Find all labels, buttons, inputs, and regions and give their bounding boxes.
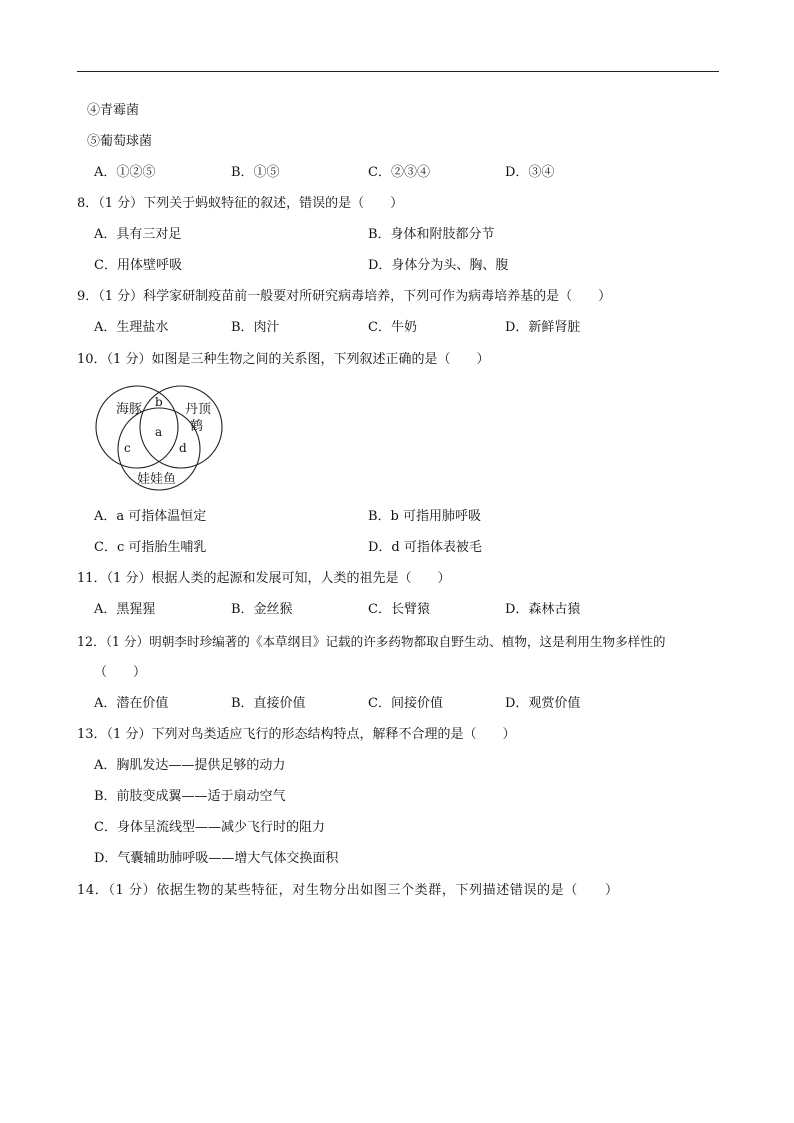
q13-stem: 13．（1 分）下列对鸟类适应飞行的形态结构特点，解释不合理的是（ ） [77, 727, 516, 742]
q9-option-d: D．新鲜肾脏 [505, 320, 581, 335]
q13-option-c: C．身体呈流线型——减少飞行时的阻力 [94, 820, 325, 835]
venn-circle-crane [140, 386, 222, 468]
q11-option-a: A．黑猩猩 [94, 602, 156, 617]
q7-item-4: ④青霉菌 [87, 103, 140, 118]
q7-option-a: A．①②⑤ [94, 165, 156, 180]
header-rule [77, 71, 719, 72]
q9-option-b: B．肉汁 [231, 320, 280, 335]
q9-option-a: A．生理盐水 [94, 320, 169, 335]
venn-circle-dolphin [96, 386, 178, 468]
q13-option-b: B．前肢变成翼——适于扇动空气 [94, 789, 286, 804]
venn-region-c: c [124, 441, 131, 455]
q12-stem-line1: 12．（1 分）明朝李时珍编著的《本草纲目》记载的许多药物都取自野生动、植物，这是利用生物多样性的 [77, 634, 666, 649]
venn-diagram [92, 380, 226, 492]
q13-option-d: D．气囊辅助肺呼吸——增大气体交换面积 [94, 851, 339, 866]
venn-region-d: d [179, 441, 187, 455]
q12-option-d: D．观赏价值 [505, 696, 581, 711]
q10-option-a: A．a 可指体温恒定 [94, 509, 207, 524]
venn-label-salamander: 娃娃鱼 [137, 472, 177, 487]
q8-option-c: C．用体壁呼吸 [94, 258, 182, 273]
q7-option-b: B．①⑤ [231, 165, 280, 180]
venn-label-dolphin: 海豚 [116, 402, 143, 417]
q8-stem: 8．（1 分）下列关于蚂蚁特征的叙述，错误的是（ ） [77, 196, 404, 211]
q9-stem: 9．（1 分）科学家研制疫苗前一般要对所研究病毒培养，下列可作为病毒培养基的是（ ） [77, 289, 612, 304]
venn-region-b: b [155, 395, 163, 409]
q10-stem: 10．（1 分）如图是三种生物之间的关系图，下列叙述正确的是（ ） [77, 352, 490, 367]
q12-stem-line2: （ ） [94, 665, 147, 680]
q12-option-a: A．潜在价值 [94, 696, 169, 711]
q7-option-c: C．②③④ [368, 165, 430, 180]
q12-option-b: B．直接价值 [231, 696, 306, 711]
q11-option-c: C．长臂猿 [368, 602, 430, 617]
q10-option-d: D．d 可指体表被毛 [368, 540, 482, 555]
q10-option-b: B．b 可指用肺呼吸 [368, 509, 482, 524]
q8-option-a: A．具有三对足 [94, 227, 182, 242]
venn-label-crane: 丹顶 [185, 402, 212, 417]
q9-option-c: C．牛奶 [368, 320, 417, 335]
q7-item-5: ⑤葡萄球菌 [87, 134, 153, 149]
q8-option-b: B．身体和附肢都分节 [368, 227, 495, 242]
q11-stem: 11．（1 分）根据人类的起源和发展可知，人类的祖先是（ ） [77, 571, 451, 586]
q12-option-c: C．间接价值 [368, 696, 443, 711]
q13-option-a: A．胸肌发达——提供足够的动力 [94, 758, 286, 773]
q11-option-b: B．金丝猴 [231, 602, 293, 617]
q8-option-d: D．身体分为头、胸、腹 [368, 258, 509, 273]
q11-option-d: D．森林古猿 [505, 602, 581, 617]
q14-stem: 14．（1 分）依据生物的某些特征，对生物分出如图三个类群，下列描述错误的是（ ） [77, 883, 619, 898]
q7-option-d: D．③④ [505, 165, 555, 180]
venn-label-crane-2: 鹤 [190, 419, 204, 434]
q10-option-c: C．c 可指胎生哺乳 [94, 540, 207, 555]
venn-region-a: a [155, 425, 163, 439]
